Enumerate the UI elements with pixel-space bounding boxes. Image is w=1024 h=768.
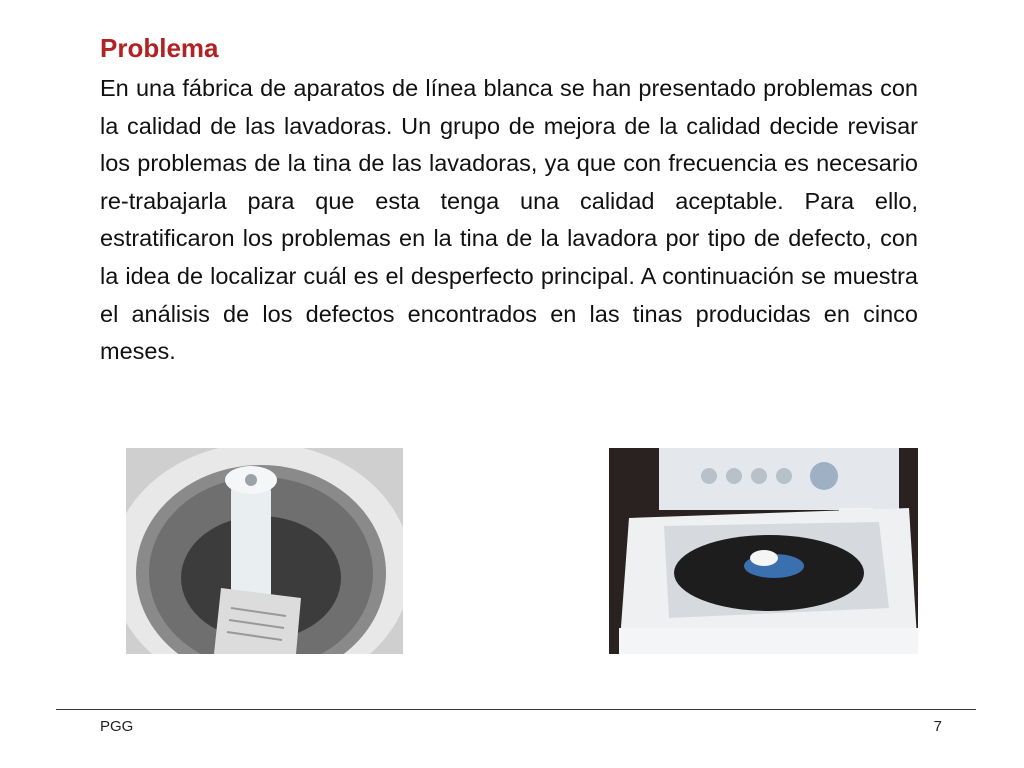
footer-author: PGG	[100, 718, 134, 735]
problem-description: En una fábrica de aparatos de línea blanca se han presentado problemas con la calidad de las lavadoras. Un grupo de mejora de la calidad decide revisar los problemas de la tina de las lavadoras, ya que con frecuencia es necesario re-trabajarla para que esta tenga una calidad aceptable. Para ello, estratificaron los problemas en la tina de la lavadora por tipo de defecto, con la idea de localizar cuál es el desperfecto principal. A continuación se muestra el análisis de los defectos encontrados en las tinas producidas en cinco meses.	[100, 75, 918, 365]
footer-divider	[56, 709, 976, 710]
washing-machine-photo	[609, 448, 918, 654]
page-number: 7	[933, 718, 942, 735]
washer-drum-photo	[126, 448, 403, 654]
slide-title: Problema	[100, 33, 219, 63]
